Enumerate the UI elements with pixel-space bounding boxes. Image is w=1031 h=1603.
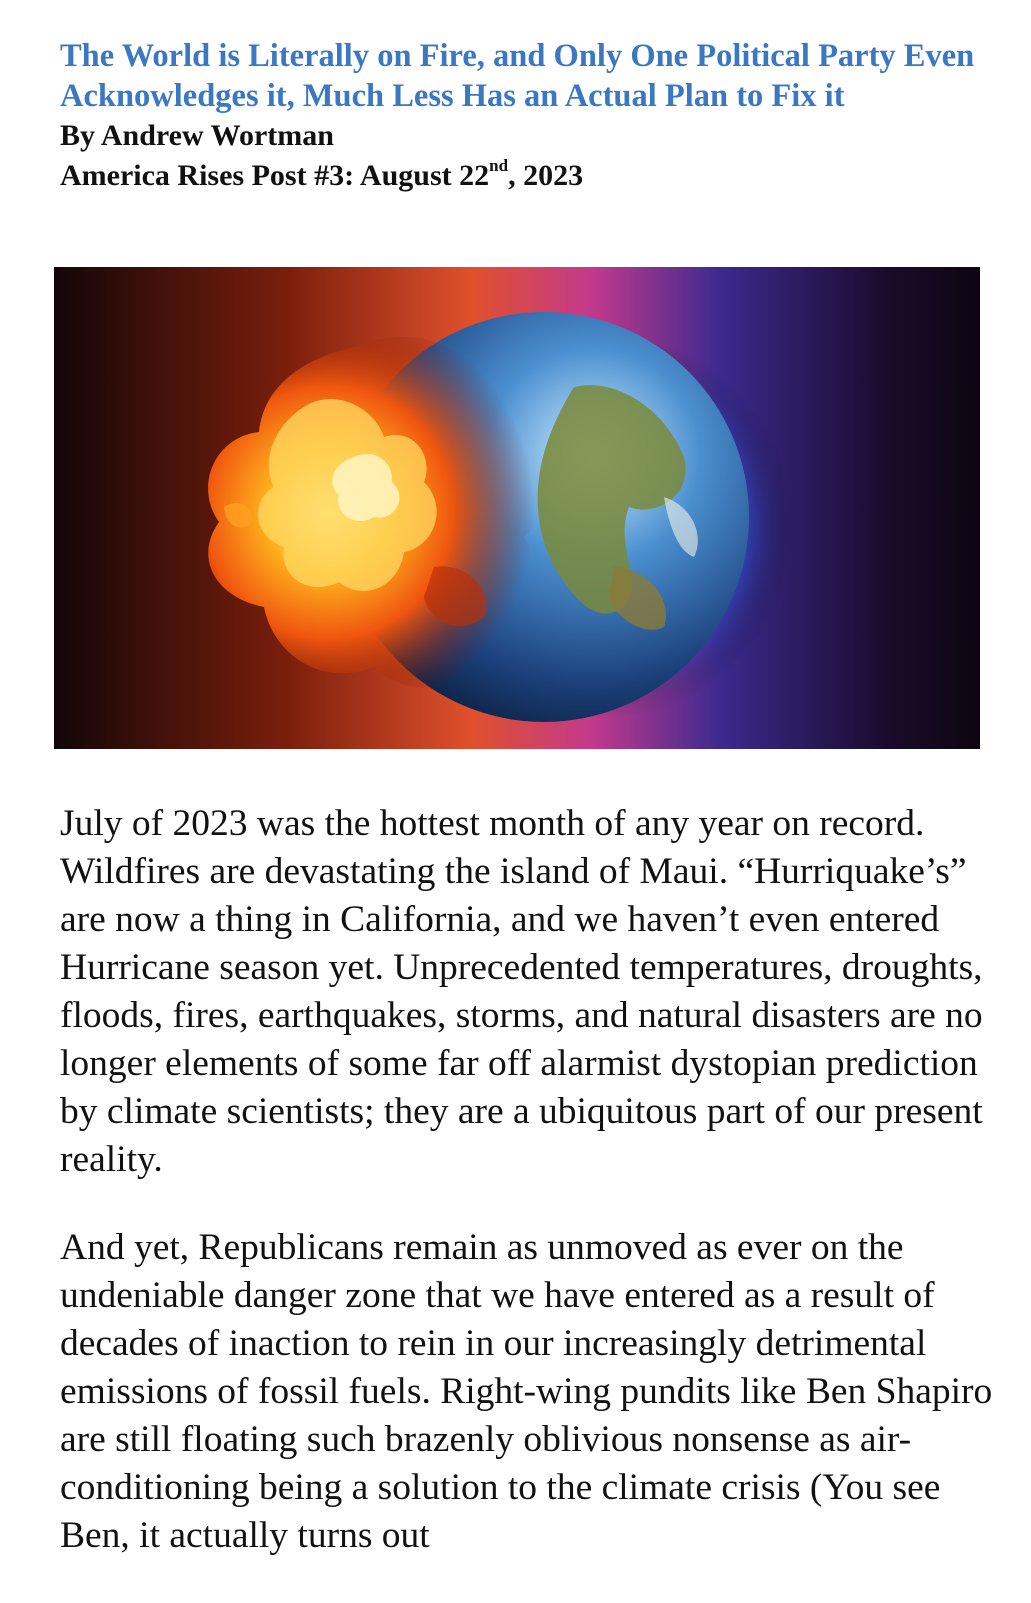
article-body [60, 800, 1000, 1600]
article-post-line [60, 156, 990, 196]
post-date-ordinal: nd [489, 156, 509, 175]
hero-image [54, 267, 980, 749]
article-title: The World is Literally on Fire, and Only One Political Party Even Acknowledges it, Much Less Has an Actual Plan to Fix it [60, 38, 975, 114]
article-header [60, 36, 990, 196]
post-date-suffix: , 2023 [508, 159, 584, 192]
article-paragraph: July of 2023 was the hottest month of any year on record. Wildfires are devastating the island of Maui. “Hurriquake’s” are now a thing in California, and we haven’t even entered Hurricane season yet. Unprecedented temperatures, droughts, floods, fires, earthquakes, storms, and natural disasters are no longer elements of some far off alarmist dystopian prediction by climate scientists; they are a ubiquitous part of our present reality. [60, 803, 983, 1180]
burning-earth-illustration [54, 267, 980, 749]
article-byline: By Andrew Wortman [60, 119, 334, 152]
post-date-prefix: America Rises Post #3: August 22 [60, 159, 490, 192]
article-paragraph: And yet, Republicans remain as unmoved as ever on the undeniable danger zone that we have entered as a result of decades of inaction to rein in our increasingly detrimental emissions of fossil fuels. Right-wing pundits like Ben Shapiro are still floating such brazenly oblivious nonsense as air-conditioning being a solution to the climate crisis (You see Ben, it actually turns out [60, 1227, 993, 1556]
